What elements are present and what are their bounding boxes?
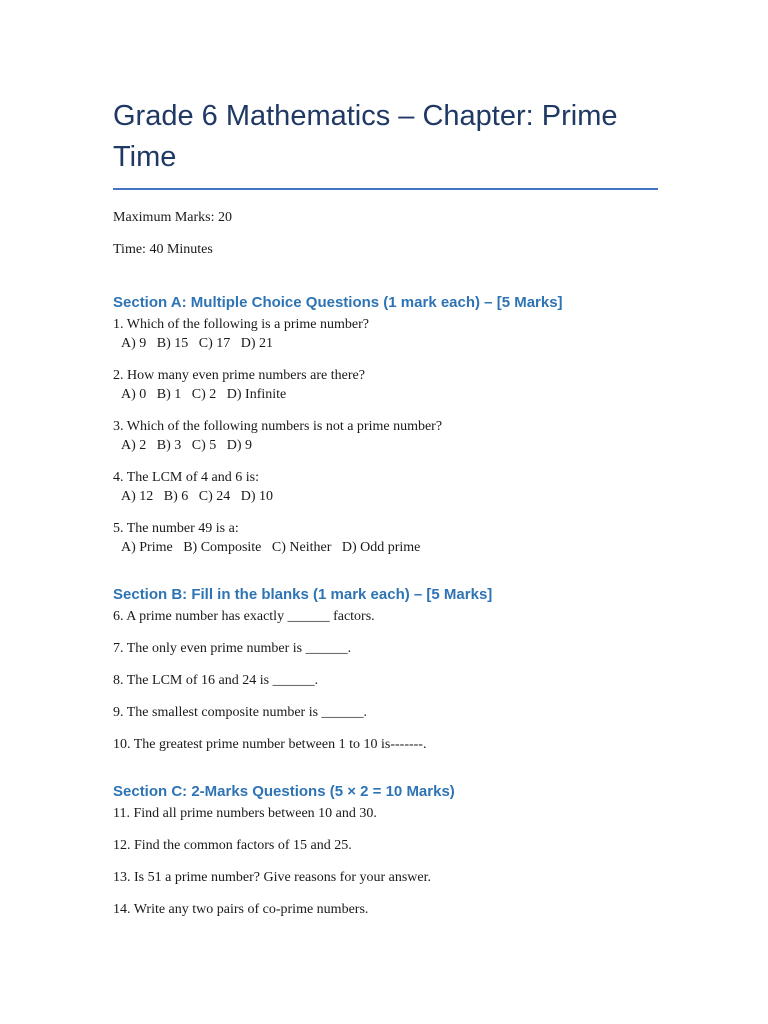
question-item [113, 417, 658, 455]
question-item [113, 519, 658, 557]
question-options: A) 9 B) 15 C) 17 D) 21 [121, 336, 274, 351]
question-text: 14. Write any two pairs of co-prime numbers. [113, 902, 369, 917]
section-c [113, 782, 658, 919]
question-text: 12. Find the common factors of 15 and 25. [113, 838, 352, 853]
section-b [113, 585, 658, 754]
question-text: 1. Which of the following is a prime number? [113, 317, 369, 332]
question-text: 13. Is 51 a prime number? Give reasons for your answer. [113, 870, 432, 885]
question-text: 7. The only even prime number is ______. [113, 641, 352, 656]
time-limit: Time: 40 Minutes [113, 242, 213, 257]
worksheet-page [113, 96, 658, 919]
question-options: A) Prime B) Composite C) Neither D) Odd prime [121, 540, 421, 555]
section-b-heading: Section B: Fill in the blanks (1 mark each) – [5 Marks] [113, 586, 493, 603]
maximum-marks: Maximum Marks: 20 [113, 210, 232, 225]
question-text: 6. A prime number has exactly ______ factors. [113, 609, 375, 624]
question-item [113, 366, 658, 404]
title-underline [113, 188, 658, 190]
question-text: 5. The number 49 is a: [113, 521, 239, 536]
question-text: 2. How many even prime numbers are there? [113, 368, 365, 383]
question-item [113, 315, 658, 353]
question-item [113, 468, 658, 506]
page-title: Grade 6 Mathematics – Chapter: Prime Time [113, 100, 618, 173]
question-text: 4. The LCM of 4 and 6 is: [113, 470, 259, 485]
question-text: 9. The smallest composite number is ______. [113, 705, 368, 720]
question-options: A) 12 B) 6 C) 24 D) 10 [121, 489, 274, 504]
section-c-heading: Section C: 2-Marks Questions (5 × 2 = 10 Marks) [113, 783, 455, 800]
section-a [113, 293, 658, 557]
question-text: 8. The LCM of 16 and 24 is ______. [113, 673, 319, 688]
question-text: 11. Find all prime numbers between 10 and 30. [113, 806, 377, 821]
question-text: 10. The greatest prime number between 1 to 10 is-------. [113, 737, 427, 752]
question-text: 3. Which of the following numbers is not a prime number? [113, 419, 443, 434]
question-options: A) 2 B) 3 C) 5 D) 9 [121, 438, 253, 453]
section-a-heading: Section A: Multiple Choice Questions (1 mark each) – [5 Marks] [113, 294, 563, 311]
question-options: A) 0 B) 1 C) 2 D) Infinite [121, 387, 287, 402]
